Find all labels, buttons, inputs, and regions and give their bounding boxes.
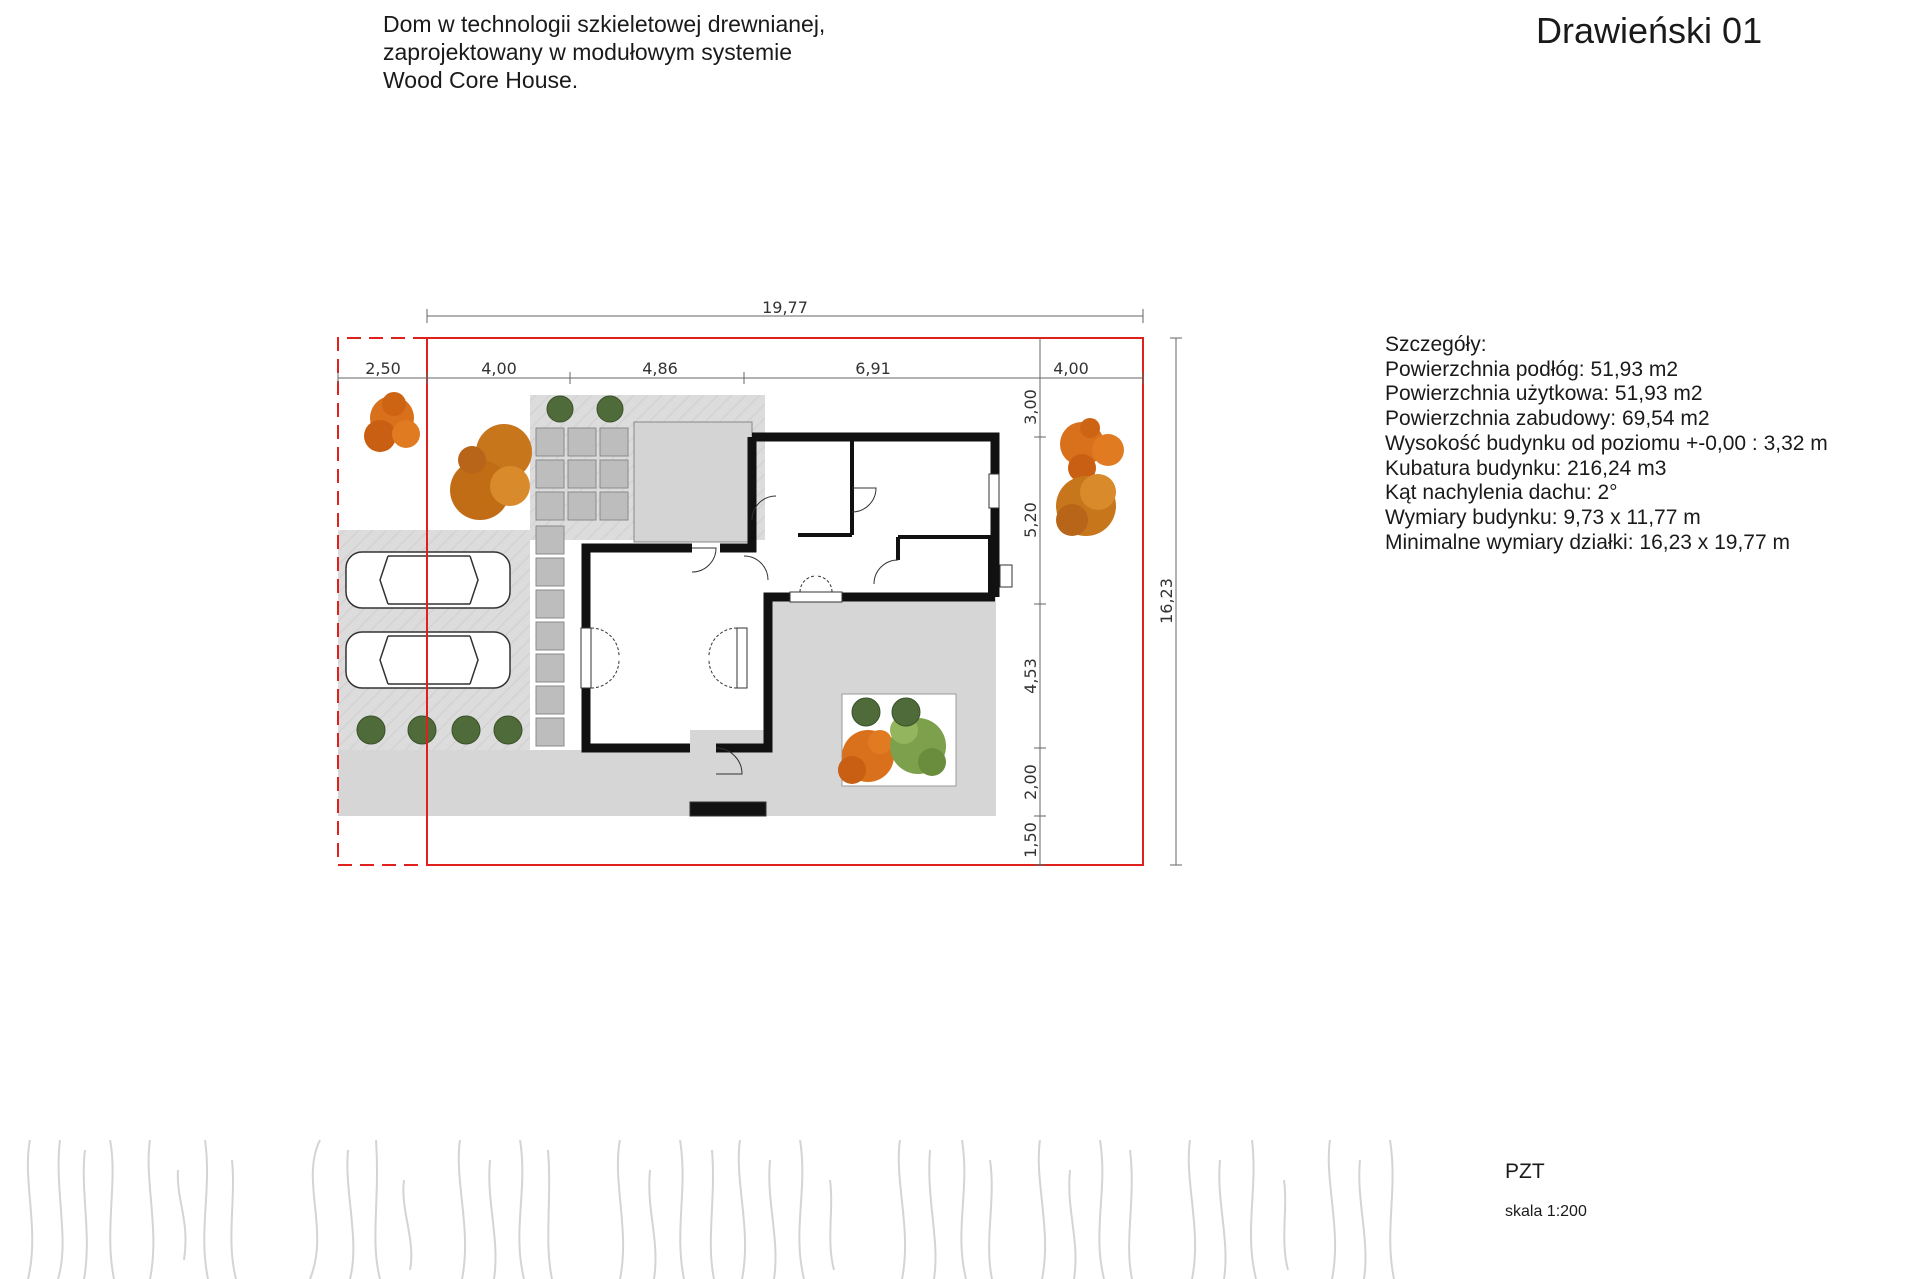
covered-porch bbox=[634, 422, 752, 542]
entry-paving bbox=[530, 750, 690, 816]
project-title: Drawieński 01 bbox=[1536, 10, 1763, 51]
dim-v-3: 4,53 bbox=[1021, 658, 1040, 694]
detail-roof-angle: Kąt nachylenia dachu: 2° bbox=[1385, 481, 1618, 505]
shrub-icon bbox=[452, 716, 480, 744]
entry-step-bar bbox=[690, 802, 766, 816]
tree-icon bbox=[450, 424, 532, 520]
dim-h-3: 4,86 bbox=[642, 359, 678, 378]
chimney bbox=[1000, 565, 1012, 587]
dim-v-5: 1,50 bbox=[1021, 822, 1040, 858]
shrub-icon bbox=[852, 698, 880, 726]
detail-volume: Kubatura budynku: 216,24 m3 bbox=[1385, 456, 1667, 480]
dim-h-1: 2,50 bbox=[365, 359, 401, 378]
tree-icon bbox=[364, 392, 420, 452]
drawing-scale: skala 1:200 bbox=[1505, 1203, 1587, 1220]
dim-v-1: 3,00 bbox=[1021, 389, 1040, 425]
detail-height: Wysokość budynku od poziomu +-0,00 : 3,32 m bbox=[1385, 431, 1828, 455]
dim-total-height: 16,23 bbox=[1157, 578, 1176, 624]
detail-building-dims: Wymiary budynku: 9,73 x 11,77 m bbox=[1385, 505, 1701, 529]
shrub-icon bbox=[597, 396, 623, 422]
tree-icon bbox=[1056, 474, 1116, 536]
wood-grain-pattern bbox=[0, 1140, 1420, 1279]
dim-total-width: 19,77 bbox=[762, 298, 808, 317]
shrub-icon bbox=[408, 716, 436, 744]
description-line: Dom w technologii szkieletowej drewnianej, bbox=[383, 11, 826, 37]
tree-icon bbox=[1060, 418, 1124, 482]
description-line: zaprojektowany w modułowym systemie bbox=[383, 39, 793, 65]
shrub-icon bbox=[547, 396, 573, 422]
description-line: Wood Core House. bbox=[383, 67, 579, 93]
shrub-icon bbox=[494, 716, 522, 744]
detail-floor-area: Powierzchnia podłóg: 51,93 m2 bbox=[1385, 357, 1679, 381]
dim-v-2: 5,20 bbox=[1021, 502, 1040, 538]
detail-usable-area: Powierzchnia użytkowa: 51,93 m2 bbox=[1385, 382, 1703, 406]
detail-min-plot: Minimalne wymiary działki: 16,23 x 19,77 m bbox=[1385, 530, 1790, 554]
street-paving bbox=[338, 750, 530, 816]
shrub-icon bbox=[357, 716, 385, 744]
details-heading: Szczegóły: bbox=[1385, 333, 1487, 356]
dim-h-4: 6,91 bbox=[855, 359, 891, 378]
detail-built-area: Powierzchnia zabudowy: 69,54 m2 bbox=[1385, 407, 1710, 431]
dim-v-4: 2,00 bbox=[1021, 764, 1040, 800]
shrub-icon bbox=[892, 698, 920, 726]
dim-h-5: 4,00 bbox=[1053, 359, 1089, 378]
dim-h-2: 4,00 bbox=[481, 359, 517, 378]
drawing-type: PZT bbox=[1505, 1160, 1545, 1183]
